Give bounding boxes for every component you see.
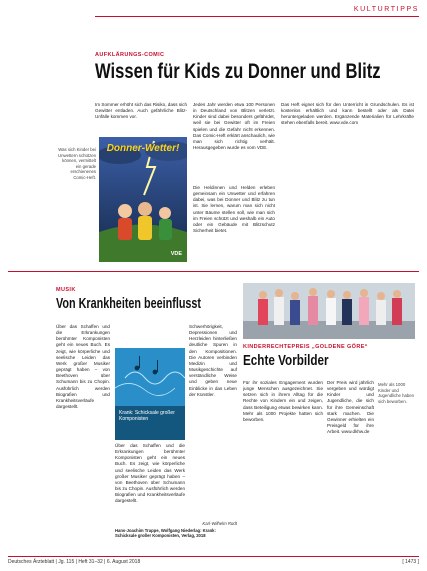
- article2-book-reference: Hans-Joachim Trappe, Wolfgang Niederlag: Krank: Schicksale großer Komponisten, Verlag, 2018: [115, 528, 216, 539]
- comic-cover-art: [99, 137, 187, 262]
- article2-headline: Von Krankheiten beeinflusst: [56, 295, 202, 312]
- comic-cover-title: Donner-Wetter!: [106, 143, 180, 154]
- book-cover-title: Krank: Schicksale großer Komponisten: [119, 410, 175, 422]
- article1-column-3: Das Heft eignet sich für den Unterricht in Grundschulen. Es ist kostenlos erhältlich und kann bestellt oder als Datei heruntergeladen werden. Ergänzende Materialien für Lehrkräfte stehen ebenfalls bereit. www.vde.com: [281, 102, 414, 126]
- article1-caption: Was sich Kinder bei Unwettern schützen können, vermittelt ein gerade erschienenes Comic-Heft.: [58, 147, 96, 180]
- article2-column-1: Über das Schaffen und die Erkrankungen berühmter Komponisten geht ein neues Buch. Es zeigt, wie körperliche und seelische Leiden das Werk großer Musiker geprägt haben – von Beethoven über Schumann bis zu Chopin. Ausführlich werden Biografien und Krankheitsverläufe dargestellt.: [56, 324, 110, 410]
- book-cover-art: [115, 348, 185, 440]
- comic-cover: [99, 137, 187, 262]
- footer-rule: [8, 556, 419, 557]
- comic-cover-publisher: VDE: [170, 251, 182, 257]
- article2-kicker: MUSIK: [56, 287, 76, 293]
- article2-author: Karl-Wilhelm Rüdt: [202, 521, 237, 526]
- article1-column-1: Im Sommer erhöht sich das Risiko, dass sich Gewitter entladen. Auch gefährliche Blitz-Unfälle kommen vor.: [95, 102, 187, 120]
- section-divider: [8, 271, 419, 272]
- article1-headline: Wissen für Kids zu Donner und Blitz: [95, 60, 381, 83]
- section-rule: [95, 16, 419, 17]
- book-cover: [115, 348, 185, 440]
- article2-column-1b: Über das Schaffen und die Erkrankungen berühmter Komponisten geht ein neues Buch. Es zeigt, wie körperliche und seelische Leiden das Werk großer Musiker geprägt haben – von Beethoven über Schumann bis zu Chopin. Ausführlich werden Biografien und Krankheitsverläufe dargestellt.: [115, 443, 185, 504]
- article1-column-2: Jedes Jahr werden etwa 100 Personen in Deutschland von Blitzen verletzt. Kinder sind dabei besonders gefährdet, weil sie bei Gewitter oft im Freien spielen und die Gefahr nicht erkennen. Das Comic-Heft erklärt anschaulich, wie man sich richtig verhält. Herausgegeben wurde es vom VDE.: [193, 102, 275, 151]
- article3-column-1: Für ihr soziales Engagement wurden junge Menschen ausgezeichnet. Sie setzen sich in ihrem Alltag für die Rechte von Kindern ein und zeigen, dass Beteiligung etwas bewirken kann. Mehr als 1000 Projekte hatten sich beworben.: [243, 380, 323, 422]
- article1-kicker: AUFKLÄRUNGS-COMIC: [95, 52, 165, 58]
- section-label: KULTURTIPPS: [353, 6, 419, 13]
- group-photo: [243, 283, 415, 339]
- article3-kicker: KINDERRECHTEPREIS „GOLDENE GÖRE“: [243, 344, 368, 350]
- article3-headline: Echte Vorbilder: [243, 352, 329, 369]
- article1-column-2b: Die Heldinnen und Helden erleben gemeinsam ein Unwetter und erfahren dabei, was bei Donner und Blitz zu tun ist. Sie lernen, warum man sich nicht unter Bäume stellen soll, wie man sich im Freien schützt und weshalb ein Auto oder ein Gebäude mit Blitzschutz Sicherheit bietet.: [193, 185, 275, 234]
- footer-page-number: [ 1473 ]: [402, 559, 419, 565]
- article2-column-2: Schwerhörigkeit, Depressionen und Herzleiden hinterließen deutliche Spuren in den Kompositionen. Die Autoren verbinden Medizin und Musikgeschichte auf verständliche Weise und geben neue Einblicke in das Leben der Künstler.: [189, 324, 237, 397]
- article3-caption: Mehr als 1000 Kinder und Jugendliche haben sich beworben.: [378, 382, 415, 404]
- footer-journal-info: Deutsches Ärzteblatt | Jg. 115 | Heft 31–32 | 6. August 2018: [8, 559, 141, 565]
- article3-column-2: Der Preis wird jährlich vergeben und würdigt Kinder und Jugendliche, die sich für ihre Gemeinschaft stark machen. Die Gewinner erhielten ein Preisgeld für ihre Arbeit. www.dkhw.de: [327, 380, 374, 435]
- group-photo-art: [243, 283, 415, 339]
